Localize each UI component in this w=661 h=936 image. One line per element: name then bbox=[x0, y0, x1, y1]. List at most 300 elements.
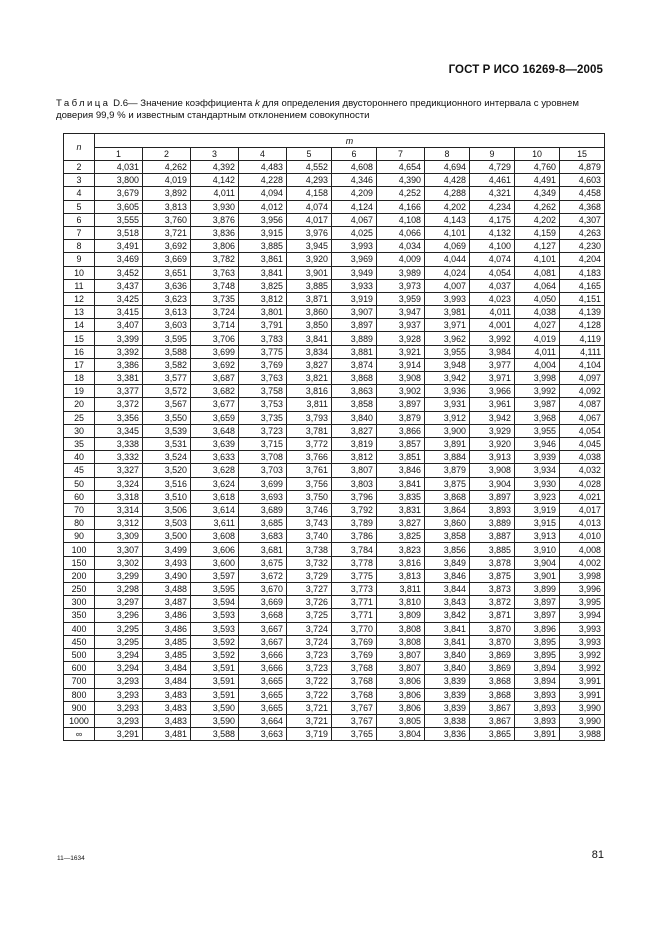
k-value-cell: 3,722 bbox=[287, 688, 332, 701]
k-value-cell: 4,050 bbox=[515, 292, 560, 305]
k-value-cell: 3,991 bbox=[560, 675, 605, 688]
k-value-cell: 3,998 bbox=[560, 569, 605, 582]
row-n-cell: 6 bbox=[64, 213, 95, 226]
k-value-cell: 3,857 bbox=[377, 437, 425, 450]
k-value-cell: 3,740 bbox=[287, 530, 332, 543]
k-value-cell: 3,663 bbox=[239, 728, 287, 741]
k-value-cell: 3,415 bbox=[95, 306, 143, 319]
k-value-cell: 3,651 bbox=[143, 266, 191, 279]
k-value-cell: 3,868 bbox=[470, 675, 515, 688]
k-value-cell: 3,981 bbox=[425, 306, 470, 319]
k-value-cell: 3,948 bbox=[425, 358, 470, 371]
row-n-cell: 10 bbox=[64, 266, 95, 279]
k-value-cell: 3,681 bbox=[239, 543, 287, 556]
k-value-cell: 3,623 bbox=[143, 292, 191, 305]
k-value-cell: 3,904 bbox=[470, 477, 515, 490]
row-n-cell: 7 bbox=[64, 226, 95, 239]
row-n-cell: 13 bbox=[64, 306, 95, 319]
k-value-cell: 3,939 bbox=[515, 451, 560, 464]
k-value-cell: 3,908 bbox=[470, 464, 515, 477]
n-column-header: n bbox=[64, 134, 95, 161]
k-value-cell: 3,990 bbox=[560, 701, 605, 714]
k-value-cell: 4,054 bbox=[470, 266, 515, 279]
k-value-cell: 3,539 bbox=[143, 424, 191, 437]
k-value-cell: 4,108 bbox=[377, 213, 425, 226]
k-value-cell: 3,639 bbox=[191, 437, 239, 450]
k-value-cell: 3,907 bbox=[332, 306, 377, 319]
k-value-cell: 3,923 bbox=[515, 490, 560, 503]
k-value-cell: 3,835 bbox=[377, 490, 425, 503]
k-value-cell: 3,307 bbox=[95, 543, 143, 556]
k-value-cell: 3,726 bbox=[287, 596, 332, 609]
k-value-cell: 3,976 bbox=[287, 226, 332, 239]
k-value-cell: 3,516 bbox=[143, 477, 191, 490]
k-value-cell: 4,119 bbox=[560, 332, 605, 345]
k-value-cell: 3,949 bbox=[332, 266, 377, 279]
k-value-cell: 3,719 bbox=[287, 728, 332, 741]
k-value-cell: 4,124 bbox=[332, 200, 377, 213]
table-row bbox=[64, 609, 605, 622]
m-value-header: 3 bbox=[191, 148, 239, 161]
table-row bbox=[64, 622, 605, 635]
k-value-cell: 3,894 bbox=[515, 675, 560, 688]
k-value-cell: 4,013 bbox=[560, 517, 605, 530]
k-value-cell: 3,293 bbox=[95, 714, 143, 727]
k-value-cell: 3,875 bbox=[470, 569, 515, 582]
k-value-cell: 3,668 bbox=[239, 609, 287, 622]
k-value-cell: 3,885 bbox=[239, 240, 287, 253]
k-value-cell: 3,756 bbox=[287, 477, 332, 490]
table-row bbox=[64, 635, 605, 648]
m-value-header: 4 bbox=[239, 148, 287, 161]
table-row bbox=[64, 437, 605, 450]
k-value-cell: 4,234 bbox=[470, 200, 515, 213]
row-n-cell: 150 bbox=[64, 556, 95, 569]
table-body bbox=[64, 161, 605, 741]
k-value-cell: 3,839 bbox=[425, 675, 470, 688]
k-value-cell: 3,956 bbox=[239, 213, 287, 226]
k-value-cell: 3,846 bbox=[377, 464, 425, 477]
k-value-cell: 4,097 bbox=[560, 372, 605, 385]
table-row bbox=[64, 306, 605, 319]
table-row bbox=[64, 161, 605, 174]
k-value-cell: 3,804 bbox=[377, 728, 425, 741]
k-value-cell: 3,721 bbox=[143, 226, 191, 239]
k-value-cell: 3,767 bbox=[332, 714, 377, 727]
k-value-cell: 3,667 bbox=[239, 635, 287, 648]
k-value-cell: 4,552 bbox=[287, 161, 332, 174]
k-value-cell: 3,750 bbox=[287, 490, 332, 503]
k-value-cell: 3,692 bbox=[143, 240, 191, 253]
k-value-cell: 4,262 bbox=[143, 161, 191, 174]
m-value-header: 6 bbox=[332, 148, 377, 161]
k-value-cell: 3,807 bbox=[377, 662, 425, 675]
k-value-cell: 3,827 bbox=[287, 358, 332, 371]
k-value-cell: 3,738 bbox=[287, 543, 332, 556]
k-value-cell: 3,452 bbox=[95, 266, 143, 279]
k-value-cell: 3,915 bbox=[515, 517, 560, 530]
m-value-header: 7 bbox=[377, 148, 425, 161]
k-value-cell: 4,001 bbox=[470, 319, 515, 332]
k-value-cell: 3,606 bbox=[191, 543, 239, 556]
k-value-cell: 3,293 bbox=[95, 688, 143, 701]
k-value-cell: 3,624 bbox=[191, 477, 239, 490]
k-value-cell: 4,263 bbox=[560, 226, 605, 239]
caption-symbol: k bbox=[254, 98, 260, 109]
k-value-cell: 4,044 bbox=[425, 253, 470, 266]
k-value-cell: 3,784 bbox=[332, 543, 377, 556]
k-value-cell: 3,865 bbox=[470, 728, 515, 741]
k-value-cell: 3,928 bbox=[377, 332, 425, 345]
k-value-cell: 3,868 bbox=[470, 688, 515, 701]
k-value-cell: 3,510 bbox=[143, 490, 191, 503]
k-value-cell: 3,868 bbox=[332, 372, 377, 385]
k-value-cell: 4,879 bbox=[560, 161, 605, 174]
table-row bbox=[64, 358, 605, 371]
k-value-cell: 3,988 bbox=[560, 728, 605, 741]
k-value-cell: 3,555 bbox=[95, 213, 143, 226]
k-value-cell: 3,597 bbox=[191, 569, 239, 582]
k-value-cell: 4,019 bbox=[143, 174, 191, 187]
row-n-cell: 800 bbox=[64, 688, 95, 701]
k-value-cell: 3,971 bbox=[470, 372, 515, 385]
k-value-cell: 3,800 bbox=[95, 174, 143, 187]
k-value-cell: 3,871 bbox=[470, 609, 515, 622]
k-value-cell: 3,839 bbox=[425, 701, 470, 714]
k-value-cell: 4,654 bbox=[377, 161, 425, 174]
row-n-cell: ∞ bbox=[64, 728, 95, 741]
k-value-cell: 3,849 bbox=[425, 556, 470, 569]
table-row bbox=[64, 688, 605, 701]
k-value-cell: 4,037 bbox=[470, 279, 515, 292]
k-value-cell: 3,889 bbox=[332, 332, 377, 345]
k-value-cell: 3,723 bbox=[287, 662, 332, 675]
row-n-cell: 200 bbox=[64, 569, 95, 582]
document-header: ГОСТ Р ИСО 16269-8—2005 bbox=[448, 64, 603, 76]
table-row bbox=[64, 372, 605, 385]
k-value-cell: 4,288 bbox=[425, 187, 470, 200]
k-value-cell: 3,809 bbox=[377, 609, 425, 622]
k-value-cell: 4,017 bbox=[560, 503, 605, 516]
k-value-cell: 3,942 bbox=[425, 372, 470, 385]
k-value-cell: 4,092 bbox=[560, 385, 605, 398]
k-value-cell: 3,868 bbox=[425, 490, 470, 503]
table-row bbox=[64, 662, 605, 675]
k-value-cell: 3,995 bbox=[560, 596, 605, 609]
k-value-cell: 4,262 bbox=[515, 200, 560, 213]
k-value-cell: 3,901 bbox=[515, 569, 560, 582]
k-value-cell: 3,484 bbox=[143, 675, 191, 688]
k-value-cell: 3,748 bbox=[191, 279, 239, 292]
k-value-cell: 3,945 bbox=[287, 240, 332, 253]
k-value-cell: 3,491 bbox=[95, 240, 143, 253]
k-value-cell: 3,727 bbox=[287, 583, 332, 596]
k-value-cell: 4,011 bbox=[191, 187, 239, 200]
k-value-cell: 3,962 bbox=[425, 332, 470, 345]
k-value-cell: 3,291 bbox=[95, 728, 143, 741]
k-value-cell: 3,786 bbox=[332, 530, 377, 543]
k-value-cell: 3,873 bbox=[470, 583, 515, 596]
k-value-cell: 3,914 bbox=[377, 358, 425, 371]
k-value-cell: 3,931 bbox=[425, 398, 470, 411]
k-value-cell: 4,729 bbox=[470, 161, 515, 174]
k-value-cell: 3,846 bbox=[425, 569, 470, 582]
k-value-cell: 3,816 bbox=[377, 556, 425, 569]
row-n-cell: 300 bbox=[64, 596, 95, 609]
k-value-cell: 4,230 bbox=[560, 240, 605, 253]
k-value-cell: 4,458 bbox=[560, 187, 605, 200]
row-n-cell: 1000 bbox=[64, 714, 95, 727]
k-value-cell: 4,132 bbox=[470, 226, 515, 239]
k-value-cell: 3,899 bbox=[515, 583, 560, 596]
k-value-cell: 3,933 bbox=[332, 279, 377, 292]
k-value-cell: 3,485 bbox=[143, 635, 191, 648]
k-value-cell: 3,372 bbox=[95, 398, 143, 411]
k-value-cell: 3,825 bbox=[239, 279, 287, 292]
table-row bbox=[64, 253, 605, 266]
k-value-cell: 3,296 bbox=[95, 609, 143, 622]
k-value-cell: 4,067 bbox=[560, 411, 605, 424]
k-value-cell: 3,703 bbox=[239, 464, 287, 477]
k-value-cell: 4,111 bbox=[560, 345, 605, 358]
k-value-cell: 3,893 bbox=[470, 503, 515, 516]
k-value-cell: 3,811 bbox=[377, 583, 425, 596]
k-value-cell: 3,469 bbox=[95, 253, 143, 266]
k-value-cell: 3,885 bbox=[287, 279, 332, 292]
k-value-cell: 3,993 bbox=[425, 292, 470, 305]
k-value-cell: 3,878 bbox=[470, 556, 515, 569]
k-value-cell: 3,810 bbox=[377, 596, 425, 609]
k-value-cell: 3,767 bbox=[332, 701, 377, 714]
k-value-cell: 4,017 bbox=[287, 213, 332, 226]
k-value-cell: 3,386 bbox=[95, 358, 143, 371]
k-value-cell: 3,836 bbox=[191, 226, 239, 239]
m-value-header: 5 bbox=[287, 148, 332, 161]
k-value-cell: 3,841 bbox=[425, 622, 470, 635]
k-value-cell: 4,143 bbox=[425, 213, 470, 226]
k-value-cell: 3,915 bbox=[239, 226, 287, 239]
k-value-cell: 3,876 bbox=[191, 213, 239, 226]
k-value-cell: 3,611 bbox=[191, 517, 239, 530]
k-value-cell: 3,633 bbox=[191, 451, 239, 464]
k-value-cell: 3,665 bbox=[239, 675, 287, 688]
table-row bbox=[64, 556, 605, 569]
table-row bbox=[64, 701, 605, 714]
k-value-cell: 3,884 bbox=[425, 451, 470, 464]
k-value-cell: 3,989 bbox=[377, 266, 425, 279]
row-n-cell: 8 bbox=[64, 240, 95, 253]
k-value-cell: 3,806 bbox=[377, 688, 425, 701]
k-value-cell: 3,998 bbox=[515, 372, 560, 385]
k-value-cell: 3,659 bbox=[191, 411, 239, 424]
row-n-cell: 5 bbox=[64, 200, 95, 213]
table-row bbox=[64, 187, 605, 200]
k-value-cell: 3,743 bbox=[287, 517, 332, 530]
row-n-cell: 250 bbox=[64, 583, 95, 596]
k-value-cell: 3,782 bbox=[191, 253, 239, 266]
k-value-cell: 3,869 bbox=[470, 648, 515, 661]
k-value-cell: 3,425 bbox=[95, 292, 143, 305]
k-value-cell: 4,159 bbox=[515, 226, 560, 239]
k-value-cell: 3,666 bbox=[239, 662, 287, 675]
k-value-cell: 4,094 bbox=[239, 187, 287, 200]
header-row-m bbox=[64, 134, 605, 148]
k-value-cell: 3,913 bbox=[515, 530, 560, 543]
m-value-header: 10 bbox=[515, 148, 560, 161]
k-value-cell: 4,007 bbox=[425, 279, 470, 292]
row-n-cell: 70 bbox=[64, 503, 95, 516]
m-column-header: m bbox=[95, 134, 605, 148]
k-value-cell: 3,843 bbox=[425, 596, 470, 609]
k-value-cell: 3,591 bbox=[191, 662, 239, 675]
k-value-cell: 4,009 bbox=[377, 253, 425, 266]
k-value-cell: 4,461 bbox=[470, 174, 515, 187]
k-value-cell: 4,166 bbox=[377, 200, 425, 213]
k-value-cell: 3,874 bbox=[332, 358, 377, 371]
k-value-cell: 3,550 bbox=[143, 411, 191, 424]
k-value-cell: 3,714 bbox=[191, 319, 239, 332]
k-value-cell: 3,723 bbox=[287, 648, 332, 661]
k-value-cell: 3,863 bbox=[332, 385, 377, 398]
row-n-cell: 3 bbox=[64, 174, 95, 187]
k-value-cell: 4,760 bbox=[515, 161, 560, 174]
k-value-cell: 3,823 bbox=[377, 543, 425, 556]
k-value-cell: 3,955 bbox=[515, 424, 560, 437]
k-value-cell: 3,493 bbox=[143, 556, 191, 569]
k-value-cell: 3,775 bbox=[332, 569, 377, 582]
k-value-cell: 3,600 bbox=[191, 556, 239, 569]
k-value-cell: 3,897 bbox=[470, 490, 515, 503]
k-value-cell: 4,031 bbox=[95, 161, 143, 174]
k-value-cell: 3,904 bbox=[515, 556, 560, 569]
k-value-cell: 3,793 bbox=[287, 411, 332, 424]
table-row bbox=[64, 596, 605, 609]
k-value-cell: 3,971 bbox=[425, 319, 470, 332]
k-value-cell: 3,628 bbox=[191, 464, 239, 477]
k-value-cell: 3,765 bbox=[332, 728, 377, 741]
k-value-cell: 3,813 bbox=[143, 200, 191, 213]
k-value-cell: 3,867 bbox=[470, 714, 515, 727]
k-value-cell: 4,104 bbox=[560, 358, 605, 371]
k-value-cell: 3,309 bbox=[95, 530, 143, 543]
k-value-cell: 3,484 bbox=[143, 662, 191, 675]
k-value-cell: 3,896 bbox=[515, 622, 560, 635]
k-value-cell: 3,356 bbox=[95, 411, 143, 424]
m-value-header: 2 bbox=[143, 148, 191, 161]
k-value-cell: 3,294 bbox=[95, 648, 143, 661]
table-row bbox=[64, 279, 605, 292]
k-value-cell: 4,021 bbox=[560, 490, 605, 503]
k-value-cell: 3,781 bbox=[287, 424, 332, 437]
k-value-cell: 4,202 bbox=[425, 200, 470, 213]
k-value-cell: 4,034 bbox=[377, 240, 425, 253]
k-value-cell: 4,101 bbox=[515, 253, 560, 266]
k-value-cell: 4,081 bbox=[515, 266, 560, 279]
k-value-cell: 3,760 bbox=[143, 213, 191, 226]
k-value-cell: 3,816 bbox=[287, 385, 332, 398]
k-value-cell: 4,491 bbox=[515, 174, 560, 187]
k-value-cell: 3,851 bbox=[377, 451, 425, 464]
k-value-cell: 3,677 bbox=[191, 398, 239, 411]
k-value-cell: 4,202 bbox=[515, 213, 560, 226]
table-row bbox=[64, 240, 605, 253]
k-value-cell: 4,027 bbox=[515, 319, 560, 332]
k-value-cell: 3,893 bbox=[515, 714, 560, 727]
k-value-cell: 3,437 bbox=[95, 279, 143, 292]
k-value-cell: 4,293 bbox=[287, 174, 332, 187]
k-value-cell: 3,593 bbox=[191, 609, 239, 622]
k-value-cell: 3,614 bbox=[191, 503, 239, 516]
k-value-cell: 3,807 bbox=[332, 464, 377, 477]
k-value-cell: 3,298 bbox=[95, 583, 143, 596]
k-value-cell: 3,839 bbox=[425, 688, 470, 701]
k-value-cell: 3,706 bbox=[191, 332, 239, 345]
row-n-cell: 60 bbox=[64, 490, 95, 503]
k-value-cell: 3,834 bbox=[287, 345, 332, 358]
k-value-cell: 3,590 bbox=[191, 714, 239, 727]
k-value-cell: 3,840 bbox=[425, 662, 470, 675]
k-value-cell: 3,992 bbox=[560, 662, 605, 675]
k-value-cell: 4,228 bbox=[239, 174, 287, 187]
k-value-cell: 3,942 bbox=[470, 411, 515, 424]
k-value-cell: 3,894 bbox=[515, 662, 560, 675]
k-value-cell: 3,977 bbox=[470, 358, 515, 371]
row-n-cell: 450 bbox=[64, 635, 95, 648]
k-value-cell: 3,693 bbox=[239, 490, 287, 503]
k-value-cell: 3,672 bbox=[239, 569, 287, 582]
row-n-cell: 20 bbox=[64, 398, 95, 411]
k-value-cell: 3,893 bbox=[515, 701, 560, 714]
k-value-cell: 3,735 bbox=[191, 292, 239, 305]
k-value-cell: 3,699 bbox=[191, 345, 239, 358]
k-value-cell: 3,850 bbox=[287, 319, 332, 332]
k-value-cell: 4,074 bbox=[287, 200, 332, 213]
k-value-cell: 4,054 bbox=[560, 424, 605, 437]
k-value-cell: 3,773 bbox=[332, 583, 377, 596]
k-value-cell: 3,483 bbox=[143, 701, 191, 714]
table-row bbox=[64, 648, 605, 661]
k-value-cell: 3,897 bbox=[332, 319, 377, 332]
row-n-cell: 400 bbox=[64, 622, 95, 635]
k-value-cell: 3,667 bbox=[239, 622, 287, 635]
caption-label: Таблица bbox=[56, 98, 111, 109]
table-row bbox=[64, 332, 605, 345]
k-value-cell: 3,590 bbox=[191, 701, 239, 714]
k-value-cell: 3,887 bbox=[470, 530, 515, 543]
k-value-cell: 3,761 bbox=[287, 464, 332, 477]
k-value-cell: 3,987 bbox=[515, 398, 560, 411]
k-value-cell: 3,891 bbox=[515, 728, 560, 741]
table-row bbox=[64, 543, 605, 556]
k-value-cell: 3,778 bbox=[332, 556, 377, 569]
k-value-cell: 3,345 bbox=[95, 424, 143, 437]
k-value-cell: 3,879 bbox=[377, 411, 425, 424]
k-value-cell: 3,840 bbox=[425, 648, 470, 661]
row-n-cell: 11 bbox=[64, 279, 95, 292]
k-value-cell: 3,808 bbox=[377, 635, 425, 648]
k-value-cell: 3,836 bbox=[425, 728, 470, 741]
k-value-cell: 4,023 bbox=[470, 292, 515, 305]
k-value-cell: 3,766 bbox=[287, 451, 332, 464]
k-value-cell: 3,897 bbox=[377, 398, 425, 411]
k-value-cell: 4,142 bbox=[191, 174, 239, 187]
k-value-cell: 3,966 bbox=[470, 385, 515, 398]
table-row bbox=[64, 345, 605, 358]
k-value-cell: 3,723 bbox=[239, 424, 287, 437]
k-value-cell: 3,758 bbox=[239, 385, 287, 398]
k-value-cell: 4,368 bbox=[560, 200, 605, 213]
k-value-cell: 3,792 bbox=[332, 503, 377, 516]
